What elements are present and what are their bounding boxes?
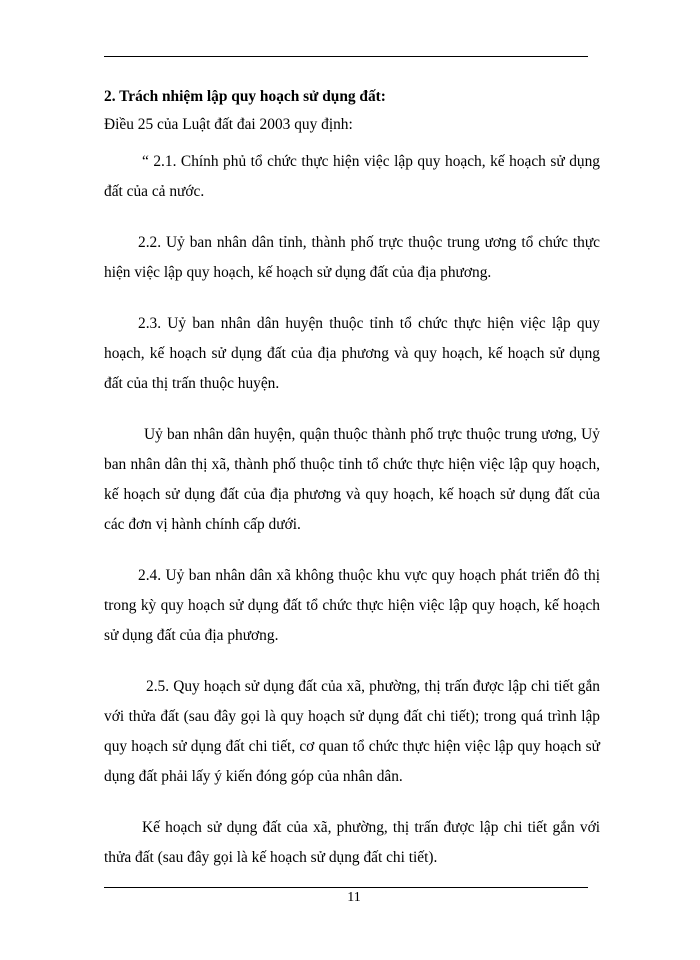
paragraph-2-3: 2.3. Uỷ ban nhân dân huyện thuộc tỉnh tổ chức thực hiện việc lập quy hoạch, kế hoạch sử dụng đất của địa phương và quy hoạch, kế hoạch sử dụng đất của thị trấn thuộc huyện. <box>104 315 600 392</box>
intro-line: Điều 25 của Luật đất đai 2003 quy định: <box>104 116 353 133</box>
section-heading: 2. Trách nhiệm lập quy hoạch sử dụng đất: <box>104 88 386 105</box>
paragraph-district-committee: Uỷ ban nhân dân huyện, quận thuộc thành phố trực thuộc trung ương, Uỷ ban nhân dân thị xã, thành phố thuộc tỉnh tổ chức thực hiện việc lập quy hoạch, kế hoạch sử dụng đất của địa phương và quy hoạch, kế hoạch sử dụng đất của các đơn vị hành chính cấp dưới. <box>104 426 600 533</box>
footer-rule <box>104 887 588 888</box>
paragraph-land-use-plan: Kế hoạch sử dụng đất của xã, phường, thị trấn được lập chi tiết gắn với thửa đất (sau đây gọi là kế hoạch sử dụng đất chi tiết). <box>104 819 600 866</box>
document-body <box>104 83 600 873</box>
paragraph-2-4: 2.4. Uỷ ban nhân dân xã không thuộc khu vực quy hoạch phát triển đô thị trong kỳ quy hoạch sử dụng đất tổ chức thực hiện việc lập quy hoạch, kế hoạch sử dụng đất của địa phương. <box>104 567 600 644</box>
header-rule <box>104 56 588 57</box>
paragraph-2-2: 2.2. Uỷ ban nhân dân tỉnh, thành phố trực thuộc trung ương tổ chức thực hiện việc lập quy hoạch, kế hoạch sử dụng đất của địa phương. <box>104 234 600 281</box>
page-number: 11 <box>347 890 361 905</box>
paragraph-2-5: 2.5. Quy hoạch sử dụng đất của xã, phường, thị trấn được lập chi tiết gắn với thửa đất (sau đây gọi là quy hoạch sử dụng đất chi tiết); trong quá trình lập quy hoạch sử dụng đất chi tiết, cơ quan tổ chức thực hiện việc lập quy hoạch sử dụng đất phải lấy ý kiến đóng góp của nhân dân. <box>104 678 600 785</box>
paragraph-2-1: “ 2.1. Chính phủ tổ chức thực hiện việc lập quy hoạch, kế hoạch sử dụng đất của cả nước. <box>104 153 600 200</box>
